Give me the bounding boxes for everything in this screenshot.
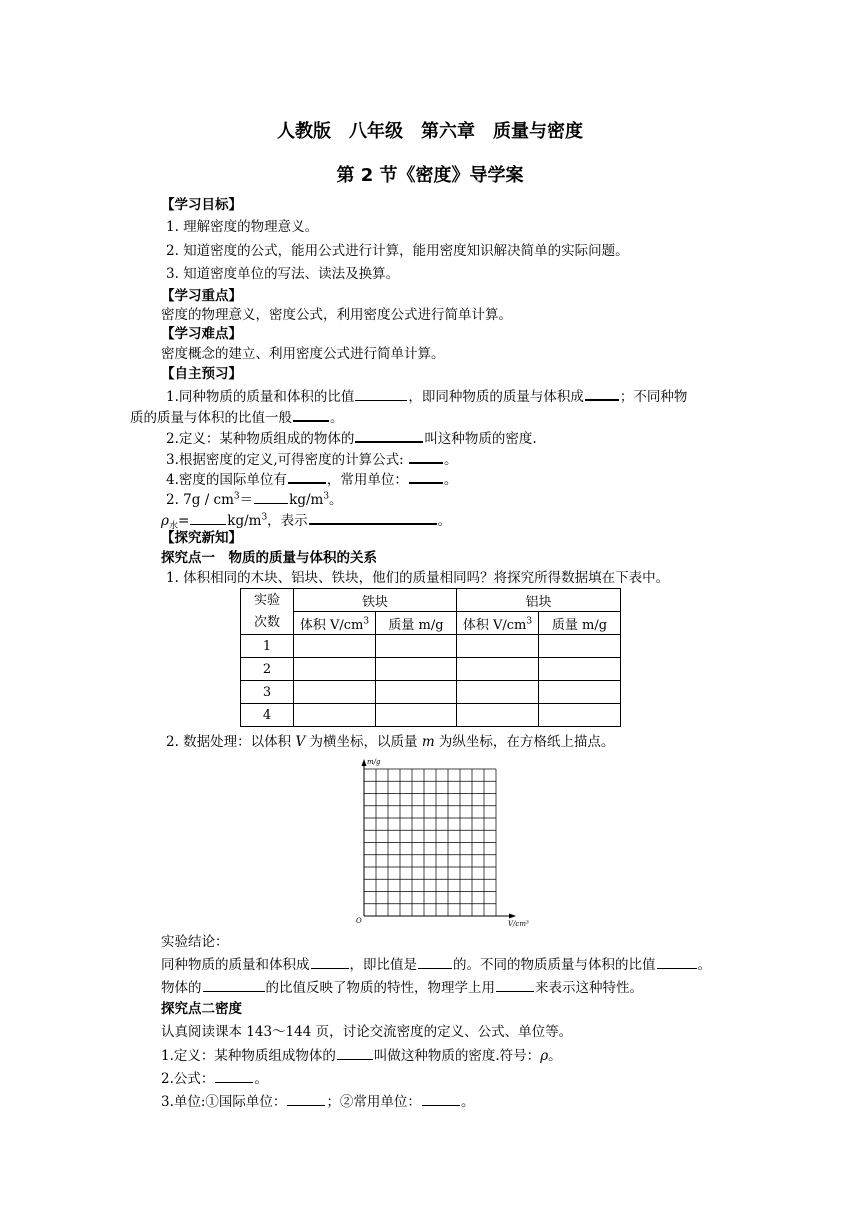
blank[interactable] — [418, 955, 452, 969]
blank[interactable] — [409, 469, 443, 484]
preview-q6: $\rho_水= kg/m^3$，表示 。 — [161, 510, 451, 530]
objectives-heading: 【学习目标】 — [161, 197, 242, 213]
point2-title: 探究点二密度 — [161, 1001, 242, 1017]
conclusion-line2: 物体的 的比值反映了物质的特性，物理学上用 来表示这种特性。 — [161, 980, 643, 996]
blank[interactable] — [190, 511, 226, 525]
table-row: 1 — [241, 635, 621, 658]
blank[interactable] — [287, 1092, 325, 1106]
point2-definition: 1.定义：某种物质组成物体的 叫做这种物质的密度.符号：ρ。 — [161, 1048, 562, 1064]
blank[interactable] — [309, 510, 437, 525]
preview-q4: 4.密度的国际单位有 ，常用单位： 。 — [166, 469, 457, 489]
blank[interactable] — [293, 407, 329, 422]
blank[interactable] — [657, 955, 697, 969]
blank[interactable] — [409, 449, 443, 464]
blank[interactable] — [203, 978, 265, 992]
preview-q3: 3.根据密度的定义,可得密度的计算公式: 。 — [166, 449, 458, 469]
blank[interactable] — [585, 386, 619, 401]
table-col-mass: 质量 m/g — [539, 612, 621, 635]
blank[interactable] — [422, 1092, 460, 1106]
preview-q1-cont: 质的质量与体积的比值一般 。 — [130, 407, 344, 427]
point1-title: 探究点一 物质的质量与体积的关系 — [161, 550, 377, 566]
table-col-mass: 质量 m/g — [376, 612, 457, 635]
y-axis-label: m/g — [367, 758, 381, 766]
blank[interactable] — [288, 469, 326, 484]
objective-item: 3. 知道密度单位的写法、读法及换算。 — [166, 266, 400, 282]
difficulties-text: 密度概念的建立、利用密度公式进行简单计算。 — [161, 346, 445, 362]
key-points-text: 密度的物理意义，密度公式，利用密度公式进行简单计算。 — [161, 307, 512, 323]
point2-formula: 2.公式： 。 — [161, 1071, 268, 1087]
key-points-heading: 【学习重点】 — [161, 288, 242, 304]
y-axis-arrow-icon — [362, 759, 367, 766]
preview-heading: 【自主预习】 — [161, 366, 242, 382]
conclusion-line1: 同种物质的质量和体积成 ，即比值是 的。不同的物质质量与体积的比值 。 — [161, 957, 711, 973]
preview-q5: 2. $7g / cm^3= kg/m^3$。 — [166, 491, 343, 508]
point1-q1: 1. 体积相同的木块、铝块、铁块，他们的质量相同吗？将探究所得数据填在下表中。 — [166, 570, 670, 586]
x-axis-label: V/cm³ — [508, 920, 529, 927]
objective-item: 1. 理解密度的物理意义。 — [166, 219, 319, 235]
blank[interactable] — [254, 490, 288, 504]
preview-q1: 1.同种物质的质量和体积的比值 ，即同种物质的质量与体积成 ；不同种物 — [166, 386, 687, 406]
explore-heading: 【探究新知】 — [161, 530, 242, 546]
blank[interactable] — [355, 387, 407, 401]
table-row: 4 — [241, 704, 621, 727]
conclusion-heading: 实验结论： — [161, 934, 229, 950]
table-col-volume: 体积 $V/cm^3$ — [457, 612, 539, 635]
preview-q2: 2.定义：某种物质组成的物体的 叫这种物质的密度. — [166, 428, 537, 448]
point2-intro: 认真阅读课本 143～144 页，讨论交流密度的定义、公式、单位等。 — [161, 1024, 573, 1040]
document-title: 人教版 八年级 第六章 质量与密度 — [277, 121, 583, 142]
document-subtitle: 第 2 节《密度》导学案 — [336, 165, 524, 186]
point2-unit: 3.单位:①国际单位： ；②常用单位： 。 — [161, 1094, 475, 1110]
blank[interactable] — [337, 1046, 373, 1060]
table-header-iron: 铁块 — [294, 589, 457, 612]
blank[interactable] — [355, 428, 423, 443]
blank[interactable] — [311, 955, 349, 969]
table-row: 3 — [241, 681, 621, 704]
table-row: 2 — [241, 658, 621, 681]
point1-q2: 2. 数据处理：以体积 V 为横坐标，以质量 m 为纵坐标，在方格纸上描点。 — [166, 734, 615, 750]
table-header-aluminum: 铝块 — [457, 589, 621, 612]
graph-grid[interactable] — [342, 757, 542, 927]
difficulties-heading: 【学习难点】 — [161, 326, 242, 342]
origin-label: O — [356, 917, 362, 925]
blank[interactable] — [496, 978, 534, 992]
experiment-table — [240, 588, 621, 727]
x-axis-arrow-icon — [509, 914, 516, 919]
table-header-trial: 实验 次数 — [241, 589, 294, 635]
graph-paper — [342, 757, 542, 931]
table-col-volume: 体积 $V/cm^3$ — [294, 612, 376, 635]
objective-item: 2. 知道密度的公式，能用公式进行计算，能用密度知识解决简单的实际问题。 — [166, 243, 629, 259]
blank[interactable] — [215, 1069, 253, 1083]
